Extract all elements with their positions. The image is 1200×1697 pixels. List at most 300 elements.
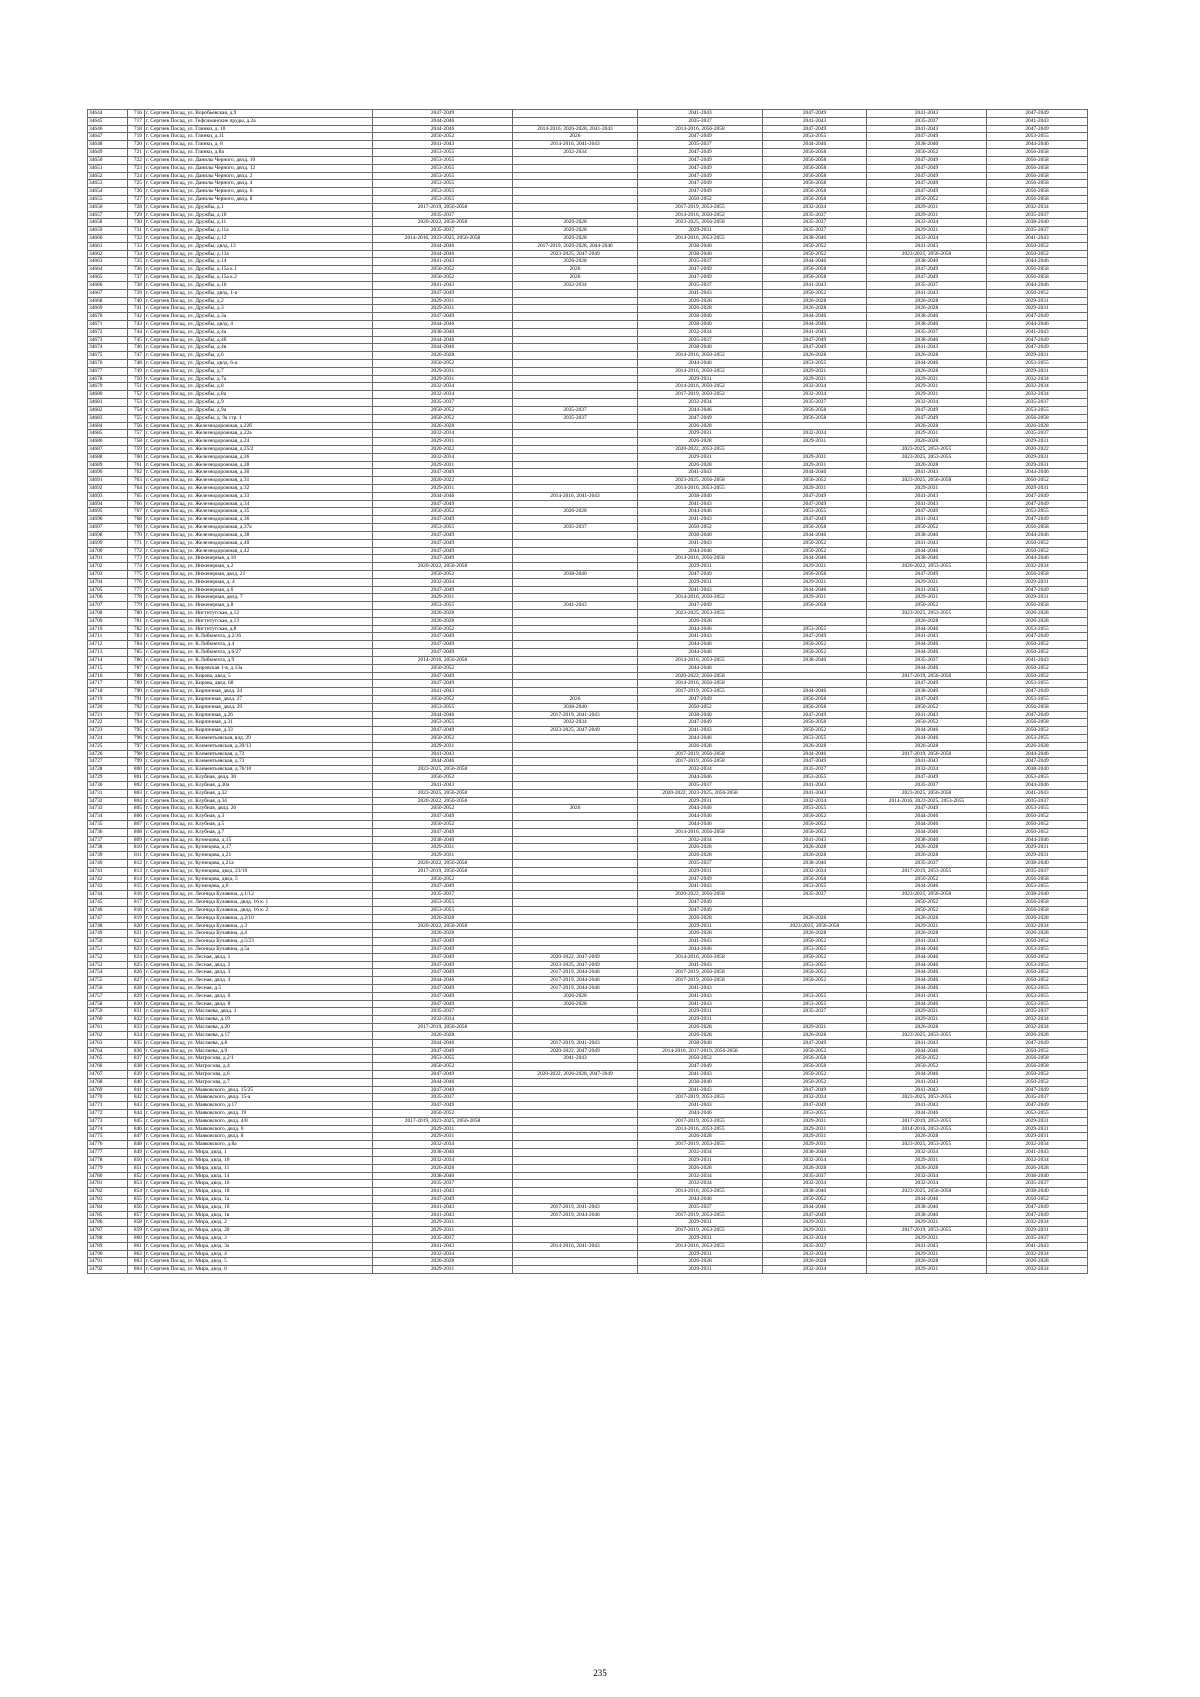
period-cell-6: 2050-2052 — [987, 289, 1088, 297]
row-number-cell: 825 — [128, 961, 145, 969]
period-cell-5: 2041-2043 — [867, 1078, 987, 1086]
address-cell: г. Сергиев Посад, ул. Глинки, д. 10 — [145, 125, 373, 133]
period-cell-2: 2026 — [513, 274, 638, 282]
period-cell-6: 2047-2049 — [987, 336, 1088, 344]
address-cell: г. Сергиев Посад, ул. Дружбы, д.15а к.1 — [145, 266, 373, 274]
row-id-cell: 34744 — [88, 891, 128, 899]
period-cell-6: 2047-2049 — [987, 1211, 1088, 1219]
period-cell-3: 2044-2046 — [638, 547, 763, 555]
period-cell-1: 2047-2049 — [373, 500, 513, 508]
row-number-cell: 826 — [128, 969, 145, 977]
period-cell-4: 2026-2028 — [763, 1164, 867, 1172]
period-cell-6: 2041-2043 — [987, 1242, 1088, 1250]
address-cell: г. Сергиев Посад, ул. Железнодорожная, д.22б — [145, 422, 373, 430]
period-cell-4: 2032-2034 — [763, 430, 867, 438]
period-cell-6: 2053-2055 — [987, 961, 1088, 969]
address-cell: г. Сергиев Посад, ул. Кирпичная, двлд. 27 — [145, 695, 373, 703]
period-cell-4: 2041-2043 — [763, 281, 867, 289]
table-row — [88, 360, 1088, 368]
period-cell-6: 2026-2028 — [987, 742, 1088, 750]
address-cell: г. Сергиев Посад, ул. Мира, двлд. 10 — [145, 1156, 373, 1164]
period-cell-4 — [763, 445, 867, 453]
table-row — [88, 797, 1088, 805]
period-cell-1: 2029-2031 — [373, 1266, 513, 1274]
period-cell-3: 2038-2040 — [638, 242, 763, 250]
period-cell-1: 2047-2049 — [373, 945, 513, 953]
period-cell-6: 2032-2034 — [987, 391, 1088, 399]
row-id-cell: 34756 — [88, 985, 128, 993]
row-number-cell: 759 — [128, 445, 145, 453]
table-row — [88, 602, 1088, 610]
period-cell-6: 2026-2028 — [987, 1258, 1088, 1266]
period-cell-3: 2050-2052 — [638, 524, 763, 532]
period-cell-1: 2053-2055 — [373, 719, 513, 727]
period-cell-1: 2047-2049 — [373, 547, 513, 555]
period-cell-1: 2047-2049 — [373, 828, 513, 836]
row-number-cell: 743 — [128, 320, 145, 328]
table-row — [88, 461, 1088, 469]
period-cell-5: 2029-2031 — [867, 203, 987, 211]
period-cell-3: 2044-2046 — [638, 508, 763, 516]
period-cell-6: 2053-2055 — [987, 985, 1088, 993]
period-cell-1: 2047-2049 — [373, 531, 513, 539]
period-cell-1: 2035-2037 — [373, 1008, 513, 1016]
period-cell-5: 2032-2034 — [867, 399, 987, 407]
period-cell-4: 2056-2058 — [763, 695, 867, 703]
table-row — [88, 1039, 1088, 1047]
period-cell-1: 2029-2031 — [373, 367, 513, 375]
table-row — [88, 422, 1088, 430]
period-cell-4: 2029-2031 — [763, 485, 867, 493]
period-cell-5: 2041-2043 — [867, 1039, 987, 1047]
address-cell: г. Сергиев Посад, ул. Мира, двлд. 3а — [145, 1242, 373, 1250]
period-cell-5: 2044-2046 — [867, 727, 987, 735]
period-cell-1: 2047-2049 — [373, 883, 513, 891]
period-cell-2: 2017-2019, 2044-2046 — [513, 985, 638, 993]
period-cell-4: 2032-2034 — [763, 383, 867, 391]
table-row — [88, 492, 1088, 500]
row-id-cell: 34719 — [88, 695, 128, 703]
row-id-cell: 34663 — [88, 258, 128, 266]
row-id-cell: 34706 — [88, 594, 128, 602]
period-cell-2 — [513, 750, 638, 758]
period-cell-1: 2029-2031 — [373, 438, 513, 446]
period-cell-4: 2026-2028 — [763, 844, 867, 852]
address-cell: г. Сергиев Посад, ул. Клубная, двлд. 26 — [145, 805, 373, 813]
table-row — [88, 735, 1088, 743]
period-cell-2 — [513, 1227, 638, 1235]
period-cell-1: 2026-2028 — [373, 930, 513, 938]
period-cell-4: 2050-2052 — [763, 1195, 867, 1203]
period-cell-5: 2038-2040 — [867, 320, 987, 328]
row-id-cell: 34718 — [88, 688, 128, 696]
period-cell-5: 2044-2046 — [867, 828, 987, 836]
period-cell-2 — [513, 438, 638, 446]
address-cell: г. Сергиев Посад, ул. Клементьевская, влд. 29 — [145, 735, 373, 743]
period-cell-3: 2014-2016, 2053-2055 — [638, 1242, 763, 1250]
table-row — [88, 766, 1088, 774]
period-cell-4: 2032-2034 — [763, 391, 867, 399]
period-cell-5: 2041-2043 — [867, 289, 987, 297]
period-cell-5: 2023-2025, 2053-2055 — [867, 453, 987, 461]
row-id-cell: 34712 — [88, 641, 128, 649]
period-cell-3: 2017-2019, 2053-2055 — [638, 1141, 763, 1149]
period-cell-3: 2014-2016, 2050-2052 — [638, 383, 763, 391]
period-cell-5: 2029-2031 — [867, 1016, 987, 1024]
period-cell-1: 2047-2049 — [373, 586, 513, 594]
table-row — [88, 524, 1088, 532]
address-cell: г. Сергиев Посад, ул. Клубная, д.5 — [145, 820, 373, 828]
period-cell-4: 2050-2052 — [763, 977, 867, 985]
period-cell-4: 2050-2052 — [763, 250, 867, 258]
period-cell-3: 2044-2046 — [638, 735, 763, 743]
address-cell: г. Сергиев Посад, ул. Мира, двлд. 20 — [145, 1227, 373, 1235]
period-cell-3: 2041-2043 — [638, 1086, 763, 1094]
period-cell-4: 2044-2046 — [763, 320, 867, 328]
period-cell-3: 2032-2034 — [638, 766, 763, 774]
address-cell: г. Сергиев Посад, ул. Дружбы, д.3 — [145, 305, 373, 313]
row-id-cell: 34701 — [88, 555, 128, 563]
period-cell-5: 2050-2052 — [867, 524, 987, 532]
table-row — [88, 774, 1088, 782]
period-cell-4: 2056-2058 — [763, 188, 867, 196]
period-cell-2: 2026-2028 — [513, 508, 638, 516]
period-cell-6: 2047-2049 — [987, 1039, 1088, 1047]
period-cell-4: 2026-2028 — [763, 852, 867, 860]
period-cell-4: 2038-2040 — [763, 1149, 867, 1157]
period-cell-1: 2050-2052 — [373, 360, 513, 368]
period-cell-4: 2056-2058 — [763, 1063, 867, 1071]
period-cell-5: 2029-2031 — [867, 485, 987, 493]
row-number-cell: 773 — [128, 555, 145, 563]
address-cell: г. Сергиев Посад, ул. Клубная, д.30а — [145, 781, 373, 789]
period-cell-5: 2029-2031 — [867, 211, 987, 219]
row-id-cell: 34767 — [88, 1070, 128, 1078]
period-cell-6: 2050-2052 — [987, 641, 1088, 649]
table-row — [88, 610, 1088, 618]
period-cell-6: 2056-2058 — [987, 602, 1088, 610]
period-cell-4: 2032-2034 — [763, 1156, 867, 1164]
period-cell-3: 2020-2022, 2056-2058 — [638, 672, 763, 680]
period-cell-2: 2026-2028 — [513, 227, 638, 235]
period-cell-1: 2047-2049 — [373, 289, 513, 297]
period-cell-6: 2053-2055 — [987, 625, 1088, 633]
row-number-cell: 718 — [128, 125, 145, 133]
period-cell-6: 2050-2052 — [987, 1195, 1088, 1203]
period-cell-1: 2053-2055 — [373, 524, 513, 532]
period-cell-3: 2041-2043 — [638, 1102, 763, 1110]
period-cell-2 — [513, 1086, 638, 1094]
table-row — [88, 938, 1088, 946]
period-cell-2 — [513, 813, 638, 821]
period-cell-1: 2020-2022, 2056-2058 — [373, 563, 513, 571]
table-row — [88, 313, 1088, 321]
period-cell-6: 2029-2031 — [987, 1125, 1088, 1133]
row-number-cell: 854 — [128, 1188, 145, 1196]
period-cell-4: 2029-2031 — [763, 1125, 867, 1133]
address-cell: г. Сергиев Посад, ул. Дружбы, д.11 — [145, 219, 373, 227]
period-cell-5: 2047-2049 — [867, 414, 987, 422]
table-row — [88, 1258, 1088, 1266]
row-number-cell: 843 — [128, 1102, 145, 1110]
period-cell-1: 2053-2055 — [373, 602, 513, 610]
period-cell-4: 2053-2055 — [763, 1000, 867, 1008]
address-cell: г. Сергиев Посад, ул. Клубная, д.3 — [145, 813, 373, 821]
period-cell-3: 2035-2037 — [638, 1203, 763, 1211]
period-cell-6: 2044-2046 — [987, 469, 1088, 477]
period-cell-2 — [513, 610, 638, 618]
table-row — [88, 297, 1088, 305]
period-cell-1: 2029-2031 — [373, 485, 513, 493]
row-id-cell: 34679 — [88, 383, 128, 391]
row-id-cell: 34751 — [88, 945, 128, 953]
period-cell-6: 2026-2028 — [987, 1031, 1088, 1039]
address-cell: г. Сергиев Посад, ул. Инженерная, д.10 — [145, 555, 373, 563]
address-cell: г. Сергиев Посад, ул. Маяковского, двлд. 6 — [145, 1125, 373, 1133]
row-id-cell: 34736 — [88, 828, 128, 836]
period-cell-5: 2026-2028 — [867, 1024, 987, 1032]
period-cell-4: 2050-2052 — [763, 820, 867, 828]
period-cell-6: 2044-2046 — [987, 258, 1088, 266]
period-cell-6: 2053-2055 — [987, 680, 1088, 688]
period-cell-2: 2026 — [513, 266, 638, 274]
row-number-cell: 762 — [128, 469, 145, 477]
period-cell-1: 2041-2043 — [373, 1188, 513, 1196]
row-number-cell: 726 — [128, 188, 145, 196]
period-cell-3: 2026-2028 — [638, 1258, 763, 1266]
table-row — [88, 1235, 1088, 1243]
period-cell-4: 2053-2055 — [763, 625, 867, 633]
period-cell-2 — [513, 860, 638, 868]
period-cell-6: 2047-2049 — [987, 688, 1088, 696]
table-row — [88, 1000, 1088, 1008]
period-cell-6: 2056-2058 — [987, 875, 1088, 883]
row-id-cell: 34689 — [88, 461, 128, 469]
period-cell-1: 2041-2043 — [373, 688, 513, 696]
address-cell: г. Сергиев Посад, ул. Железнодорожная, д.35 — [145, 508, 373, 516]
period-cell-3: 2038-2040 — [638, 250, 763, 258]
address-cell: г. Сергиев Посад, ул. Мира, двлд. 2 — [145, 1219, 373, 1227]
table-row — [88, 477, 1088, 485]
address-cell: г. Сергиев Посад, ул. Маслиева, д.9 — [145, 1047, 373, 1055]
row-number-cell: 844 — [128, 1110, 145, 1118]
address-cell: г. Сергиев Посад, ул. Мира, двлд. 14 — [145, 1172, 373, 1180]
row-number-cell: 801 — [128, 774, 145, 782]
period-cell-5: 2038-2040 — [867, 1211, 987, 1219]
period-cell-2 — [513, 625, 638, 633]
address-cell: г. Сергиев Посад, ул. Железнодорожная, д.36 — [145, 516, 373, 524]
table-row — [88, 688, 1088, 696]
address-cell: г. Сергиев Посад, ул. Кирпичная, д.26 — [145, 711, 373, 719]
row-number-cell: 849 — [128, 1149, 145, 1157]
table-row — [88, 1070, 1088, 1078]
period-cell-6: 2029-2031 — [987, 438, 1088, 446]
row-number-cell: 754 — [128, 406, 145, 414]
period-cell-3: 2047-2049 — [638, 156, 763, 164]
address-cell: г. Сергиев Посад, ул. Лесная, д.5 — [145, 985, 373, 993]
address-cell: г. Сергиев Посад, ул. Кузнецова, д.6 — [145, 883, 373, 891]
period-cell-5: 2041-2043 — [867, 469, 987, 477]
period-cell-4: 2029-2031 — [763, 563, 867, 571]
address-cell: г. Сергиев Посад, ул. Лесная, двлд. 6 — [145, 992, 373, 1000]
table-row — [88, 1024, 1088, 1032]
row-number-cell: 812 — [128, 860, 145, 868]
period-cell-6: 2056-2058 — [987, 899, 1088, 907]
period-cell-2 — [513, 1110, 638, 1118]
period-cell-2 — [513, 539, 638, 547]
period-cell-1: 2026-2028 — [373, 610, 513, 618]
row-number-cell: 740 — [128, 297, 145, 305]
period-cell-2 — [513, 211, 638, 219]
row-number-cell: 850 — [128, 1156, 145, 1164]
table-row — [88, 1211, 1088, 1219]
period-cell-6: 2050-2052 — [987, 242, 1088, 250]
table-row — [88, 578, 1088, 586]
period-cell-2 — [513, 1195, 638, 1203]
period-cell-3: 2014-2016, 2050-2052 — [638, 211, 763, 219]
row-id-cell: 34645 — [88, 117, 128, 125]
period-cell-1: 2041-2043 — [373, 141, 513, 149]
period-cell-3: 2035-2037 — [638, 117, 763, 125]
row-number-cell: 815 — [128, 883, 145, 891]
table-row — [88, 1172, 1088, 1180]
period-cell-4: 2038-2040 — [763, 656, 867, 664]
row-id-cell: 34741 — [88, 867, 128, 875]
row-number-cell: 768 — [128, 516, 145, 524]
period-cell-5: 2029-2031 — [867, 1235, 987, 1243]
period-cell-4: 2056-2058 — [763, 602, 867, 610]
period-cell-3: 2044-2046 — [638, 813, 763, 821]
period-cell-5: 2032-2034 — [867, 1172, 987, 1180]
address-cell: г. Сергиев Посад, ул. Леонида Булавина, д.5а — [145, 945, 373, 953]
table-row — [88, 805, 1088, 813]
table-row — [88, 883, 1088, 891]
period-cell-4: 2026-2028 — [763, 305, 867, 313]
address-cell: г. Сергиев Посад, ул. Дружбы, д.10 — [145, 211, 373, 219]
period-cell-6: 2032-2034 — [987, 383, 1088, 391]
period-cell-6: 2026-2028 — [987, 422, 1088, 430]
address-cell: г. Сергиев Посад, ул. Глинки, д.11 — [145, 133, 373, 141]
period-cell-4: 2026-2028 — [763, 1258, 867, 1266]
address-cell: г. Сергиев Посад, ул. Лесная, двлд. 4 — [145, 977, 373, 985]
address-cell: г. Сергиев Посад, ул. Дружбы, д.3а — [145, 313, 373, 321]
row-id-cell: 34660 — [88, 235, 128, 243]
row-id-cell: 34727 — [88, 758, 128, 766]
row-number-cell: 845 — [128, 1117, 145, 1125]
period-cell-6: 2029-2031 — [987, 1227, 1088, 1235]
row-number-cell: 822 — [128, 938, 145, 946]
row-number-cell: 820 — [128, 922, 145, 930]
period-cell-3: 2026-2028 — [638, 297, 763, 305]
period-cell-6: 2050-2052 — [987, 828, 1088, 836]
period-cell-6: 2032-2034 — [987, 203, 1088, 211]
address-cell: г. Сергиев Посад, ул. Клубная, д.34 — [145, 797, 373, 805]
period-cell-1: 2017-2019, 2023-2025, 2056-2058 — [373, 1117, 513, 1125]
row-id-cell: 34659 — [88, 227, 128, 235]
period-cell-6: 2044-2046 — [987, 320, 1088, 328]
table-row — [88, 1141, 1088, 1149]
period-cell-1: 2053-2055 — [373, 149, 513, 157]
period-cell-2: 2017-2019, 2044-2046 — [513, 977, 638, 985]
period-cell-1: 2029-2031 — [373, 594, 513, 602]
row-number-cell: 787 — [128, 664, 145, 672]
period-cell-3: 2026-2028 — [638, 1024, 763, 1032]
period-cell-2 — [513, 516, 638, 524]
row-number-cell: 824 — [128, 953, 145, 961]
period-cell-2 — [513, 844, 638, 852]
period-cell-2 — [513, 836, 638, 844]
period-cell-3: 2029-2031 — [638, 227, 763, 235]
period-cell-1: 2050-2052 — [373, 274, 513, 282]
period-cell-3: 2029-2031 — [638, 1250, 763, 1258]
row-id-cell: 34738 — [88, 844, 128, 852]
period-cell-6: 2035-2037 — [987, 1094, 1088, 1102]
period-cell-1: 2017-2019, 2056-2058 — [373, 867, 513, 875]
address-cell: г. Сергиев Посад, ул. Дружбы, д.6 — [145, 352, 373, 360]
period-cell-3: 2038-2040 — [638, 711, 763, 719]
address-cell: г. Сергиев Посад, ул. Мира, двлд. 16 — [145, 1180, 373, 1188]
period-cell-4: 2053-2055 — [763, 992, 867, 1000]
table-row — [88, 367, 1088, 375]
period-cell-6: 2050-2052 — [987, 1047, 1088, 1055]
period-cell-6: 2026-2028 — [987, 930, 1088, 938]
table-row — [88, 539, 1088, 547]
period-cell-5: 2041-2043 — [867, 516, 987, 524]
period-cell-1: 2026-2028 — [373, 617, 513, 625]
table-row — [88, 586, 1088, 594]
address-cell: г. Сергиев Посад, ул. Железнодорожная, д.40 — [145, 539, 373, 547]
row-number-cell: 840 — [128, 1078, 145, 1086]
period-cell-5: 2023-2025, 2053-2055 — [867, 1141, 987, 1149]
row-number-cell: 851 — [128, 1164, 145, 1172]
period-cell-2 — [513, 531, 638, 539]
address-cell: г. Сергиев Посад, ул. К.Либкнехта, д.6/27 — [145, 649, 373, 657]
row-id-cell: 34773 — [88, 1117, 128, 1125]
period-cell-6: 2050-2052 — [987, 953, 1088, 961]
row-id-cell: 34644 — [88, 110, 128, 118]
address-cell: г. Сергиев Посад, ул. Мира, двлд. 1а — [145, 1195, 373, 1203]
period-cell-6: 2050-2052 — [987, 539, 1088, 547]
row-number-cell: 766 — [128, 500, 145, 508]
period-cell-4: 2026-2028 — [763, 742, 867, 750]
address-cell: г. Сергиев Посад, ул. Дружбы, д.8а — [145, 391, 373, 399]
period-cell-2 — [513, 758, 638, 766]
period-cell-6: 2053-2055 — [987, 360, 1088, 368]
address-cell: г. Сергиев Посад, ул. Железнодорожная, д.24 — [145, 438, 373, 446]
row-id-cell: 34752 — [88, 953, 128, 961]
period-cell-2 — [513, 422, 638, 430]
period-cell-1: 2032-2034 — [373, 1250, 513, 1258]
table-row — [88, 727, 1088, 735]
period-cell-2 — [513, 360, 638, 368]
period-cell-6: 2041-2043 — [987, 1149, 1088, 1157]
table-row — [88, 664, 1088, 672]
table-row — [88, 1149, 1088, 1157]
address-cell: г. Сергиев Посад, ул. Институтская, д.8 — [145, 625, 373, 633]
period-cell-5: 2023-2025, 2053-2055 — [867, 1031, 987, 1039]
period-cell-6: 2032-2034 — [987, 1141, 1088, 1149]
table-row — [88, 289, 1088, 297]
period-cell-2: 2017-2019, 2044-2046 — [513, 1211, 638, 1219]
period-cell-6: 2053-2055 — [987, 695, 1088, 703]
address-cell: г. Сергиев Посад, ул. Дружбы, д.11а — [145, 227, 373, 235]
period-cell-6: 2050-2052 — [987, 649, 1088, 657]
row-id-cell: 34779 — [88, 1164, 128, 1172]
row-number-cell: 724 — [128, 172, 145, 180]
period-cell-3: 2047-2049 — [638, 172, 763, 180]
period-cell-3: 2035-2037 — [638, 281, 763, 289]
period-cell-5: 2017-2019, 2056-2058 — [867, 672, 987, 680]
